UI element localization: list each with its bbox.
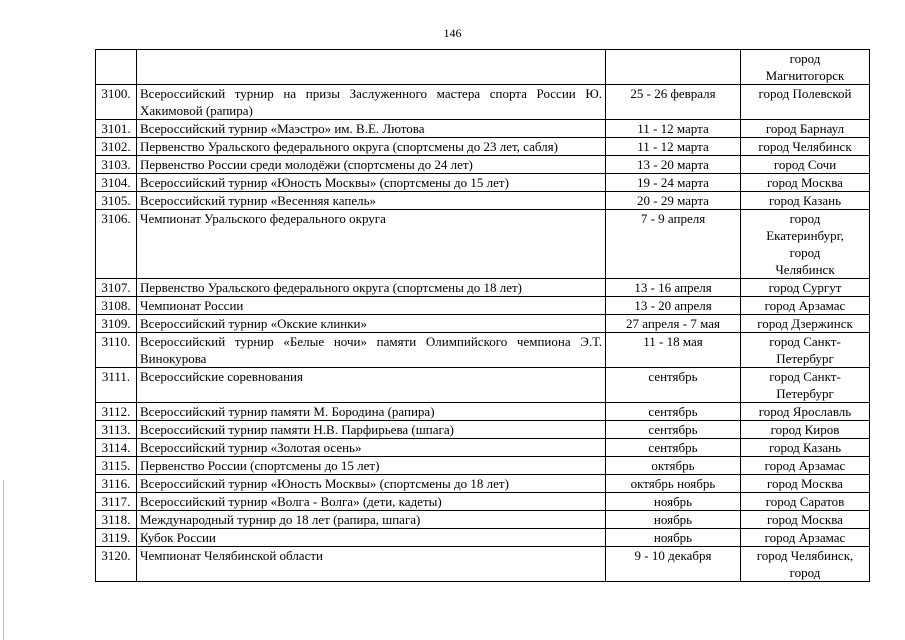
table-row xyxy=(96,368,870,403)
event-place-cell: город Ярославль xyxy=(741,403,870,421)
table-row-continuation xyxy=(96,50,870,85)
event-date-cell: октябрь ноябрь xyxy=(606,475,741,493)
row-number-cell: 3114. xyxy=(96,439,137,457)
table-row xyxy=(96,138,870,156)
table-row xyxy=(96,511,870,529)
events-table-body xyxy=(96,50,870,582)
event-date-cell: 7 - 9 апреля xyxy=(606,210,741,279)
row-number-cell: 3115. xyxy=(96,457,137,475)
event-name-cell xyxy=(137,50,606,85)
event-place-cell: город Москва xyxy=(741,174,870,192)
row-number-cell: 3109. xyxy=(96,315,137,333)
event-place-cell: город Арзамас xyxy=(741,529,870,547)
table-row xyxy=(96,174,870,192)
row-number-cell: 3108. xyxy=(96,297,137,315)
event-place-cell: город Арзамас xyxy=(741,297,870,315)
row-number-cell: 3102. xyxy=(96,138,137,156)
event-date-cell: 13 - 20 апреля xyxy=(606,297,741,315)
row-number-cell: 3112. xyxy=(96,403,137,421)
event-place-cell: город Саратов xyxy=(741,493,870,511)
row-number-cell: 3119. xyxy=(96,529,137,547)
event-date-cell: 19 - 24 марта xyxy=(606,174,741,192)
event-date-cell: 11 - 18 мая xyxy=(606,333,741,368)
event-date-cell: 13 - 20 марта xyxy=(606,156,741,174)
event-name-cell: Первенство России (спортсмены до 15 лет) xyxy=(137,457,606,475)
row-number-cell: 3116. xyxy=(96,475,137,493)
row-number-cell: 3107. xyxy=(96,279,137,297)
event-date-cell: 11 - 12 марта xyxy=(606,120,741,138)
event-name-cell: Всероссийские соревнования xyxy=(137,368,606,403)
row-number-cell: 3117. xyxy=(96,493,137,511)
event-name-cell: Международный турнир до 18 лет (рапира, шпага) xyxy=(137,511,606,529)
table-row xyxy=(96,297,870,315)
event-date-cell: 25 - 26 февраля xyxy=(606,85,741,120)
event-name-cell: Первенство России среди молодёжи (спортсмены до 24 лет) xyxy=(137,156,606,174)
table-row xyxy=(96,439,870,457)
table-row xyxy=(96,547,870,582)
row-number-cell: 3104. xyxy=(96,174,137,192)
event-name-cell: Первенство Уральского федерального округа (спортсмены до 23 лет, сабля) xyxy=(137,138,606,156)
event-date-cell: сентябрь xyxy=(606,403,741,421)
events-table xyxy=(95,49,870,582)
table-row xyxy=(96,210,870,279)
event-place-cell: город Полевской xyxy=(741,85,870,120)
event-name-cell: Всероссийский турнир «Юность Москвы» (спортсмены до 15 лет) xyxy=(137,174,606,192)
event-place-cell: город Челябинск xyxy=(741,138,870,156)
row-number-cell: 3118. xyxy=(96,511,137,529)
event-place-cell: город Сочи xyxy=(741,156,870,174)
event-place-cell: город Дзержинск xyxy=(741,315,870,333)
event-name-cell: Чемпионат Челябинской области xyxy=(137,547,606,582)
table-row xyxy=(96,315,870,333)
event-name-cell: Всероссийский турнир памяти М. Бородина (рапира) xyxy=(137,403,606,421)
row-number-cell: 3111. xyxy=(96,368,137,403)
event-name-cell: Всероссийский турнир «Белые ночи» памяти Олимпийского чемпиона Э.Т. Винокурова xyxy=(137,333,606,368)
event-place-cell: город Москва xyxy=(741,511,870,529)
event-name-cell: Всероссийский турнир «Маэстро» им. В.Е. Лютова xyxy=(137,120,606,138)
event-date-cell: сентябрь xyxy=(606,368,741,403)
scan-edge-line xyxy=(3,480,4,640)
event-name-cell: Всероссийский турнир «Весенняя капель» xyxy=(137,192,606,210)
event-date-cell: октябрь xyxy=(606,457,741,475)
event-name-cell: Чемпионат Уральского федерального округа xyxy=(137,210,606,279)
table-row xyxy=(96,457,870,475)
event-date-cell: ноябрь xyxy=(606,529,741,547)
event-date-cell: 13 - 16 апреля xyxy=(606,279,741,297)
event-name-cell: Первенство Уральского федерального округа (спортсмены до 18 лет) xyxy=(137,279,606,297)
row-number-cell: 3120. xyxy=(96,547,137,582)
row-number-cell: 3103. xyxy=(96,156,137,174)
event-name-cell: Всероссийский турнир «Окские клинки» xyxy=(137,315,606,333)
table-row xyxy=(96,156,870,174)
event-name-cell: Всероссийский турнир памяти Н.В. Парфирьева (шпага) xyxy=(137,421,606,439)
table-row xyxy=(96,120,870,138)
event-place-cell: город Киров xyxy=(741,421,870,439)
event-name-cell: Всероссийский турнир «Юность Москвы» (спортсмены до 18 лет) xyxy=(137,475,606,493)
row-number-cell: 3105. xyxy=(96,192,137,210)
table-row xyxy=(96,333,870,368)
row-number-cell: 3100. xyxy=(96,85,137,120)
event-date-cell: 20 - 29 марта xyxy=(606,192,741,210)
event-date-cell: ноябрь xyxy=(606,511,741,529)
event-place-cell: город Москва xyxy=(741,475,870,493)
event-place-cell: город Магнитогорск xyxy=(741,50,870,85)
event-place-cell: город Екатеринбург, город Челябинск xyxy=(741,210,870,279)
event-place-cell: город Санкт-Петербург xyxy=(741,368,870,403)
row-number-cell: 3110. xyxy=(96,333,137,368)
event-date-cell: сентябрь xyxy=(606,439,741,457)
event-place-cell: город Арзамас xyxy=(741,457,870,475)
event-name-cell: Кубок России xyxy=(137,529,606,547)
event-place-cell: город Челябинск, город xyxy=(741,547,870,582)
event-date-cell: 27 апреля - 7 мая xyxy=(606,315,741,333)
row-number-cell: 3113. xyxy=(96,421,137,439)
table-row xyxy=(96,475,870,493)
event-place-cell: город Казань xyxy=(741,192,870,210)
event-date-cell: 9 - 10 декабря xyxy=(606,547,741,582)
row-number-cell xyxy=(96,50,137,85)
table-row xyxy=(96,421,870,439)
table-row xyxy=(96,85,870,120)
event-place-cell: город Сургут xyxy=(741,279,870,297)
table-row xyxy=(96,192,870,210)
table-row xyxy=(96,529,870,547)
row-number-cell: 3101. xyxy=(96,120,137,138)
event-place-cell: город Барнаул xyxy=(741,120,870,138)
event-place-cell: город Санкт-Петербург xyxy=(741,333,870,368)
page-number: 146 xyxy=(443,26,462,40)
event-place-cell: город Казань xyxy=(741,439,870,457)
event-date-cell: ноябрь xyxy=(606,493,741,511)
table-row xyxy=(96,403,870,421)
event-date-cell: сентябрь xyxy=(606,421,741,439)
event-date-cell xyxy=(606,50,741,85)
event-date-cell: 11 - 12 марта xyxy=(606,138,741,156)
event-name-cell: Всероссийский турнир «Золотая осень» xyxy=(137,439,606,457)
event-name-cell: Чемпионат России xyxy=(137,297,606,315)
table-row xyxy=(96,493,870,511)
event-name-cell: Всероссийский турнир на призы Заслуженного мастера спорта России Ю. Хакимовой (рапира) xyxy=(137,85,606,120)
event-name-cell: Всероссийский турнир «Волга - Волга» (дети, кадеты) xyxy=(137,493,606,511)
row-number-cell: 3106. xyxy=(96,210,137,279)
table-row xyxy=(96,279,870,297)
